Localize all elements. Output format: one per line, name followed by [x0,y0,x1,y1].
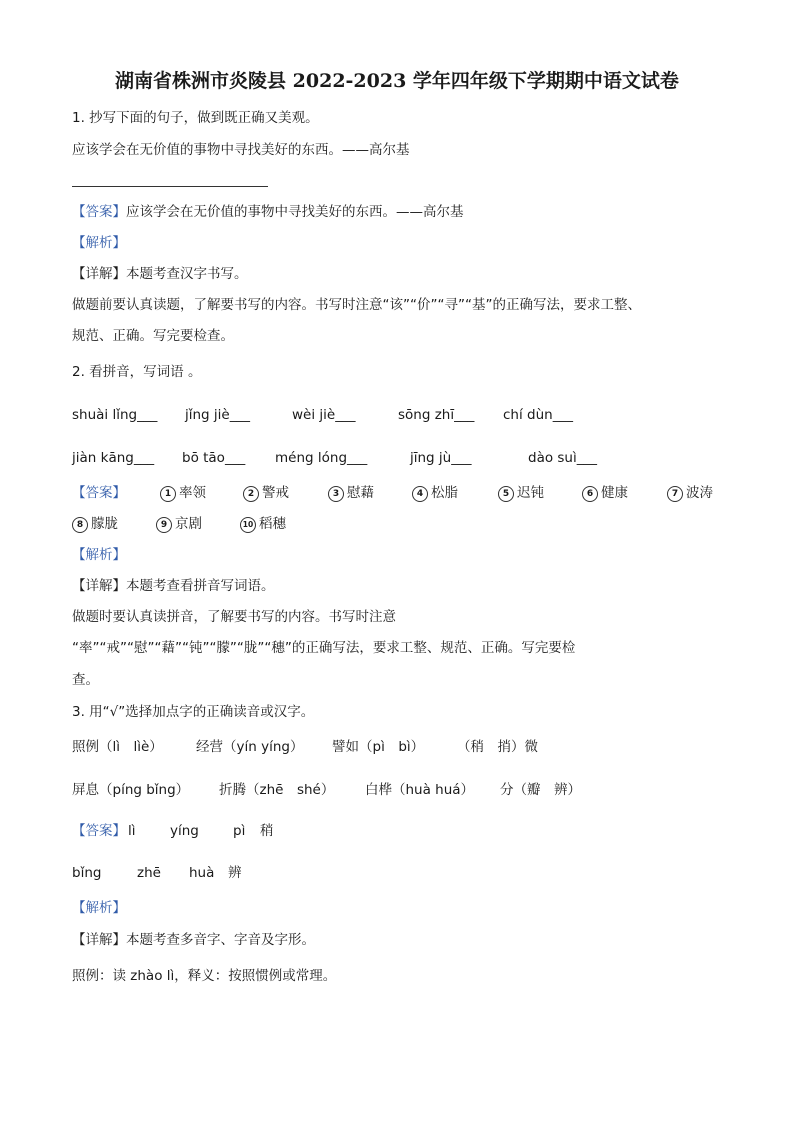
answer-word: 健康 [601,485,628,501]
page-title: 湖南省株洲市炎陵县 2022-2023 学年四年级下学期期中语文试卷 [115,70,679,92]
q3-option-item: 分（瓣 辨） [500,782,581,798]
q1-answer-line [72,186,268,187]
q3-analysis-tag: 【解析】 [72,900,126,916]
q3-option-item: 经营（yín yíng） [196,739,304,755]
q3-option-item: 白桦（huà huá） [365,782,475,798]
q2-answer-item [160,483,206,503]
circled-number: 10 [240,517,256,533]
q2-pinyin-item: sōng zhī___ [398,407,475,423]
q2-detail-line3: “率”“戒”“慰”“藉”“钝”“朦”“胧”“穗”的正确写法，要求工整、规范、正确。写完要检 [72,640,576,656]
q3-answer-item: 稍 [260,823,274,839]
q1-answer [72,202,464,222]
q2-answer-item [240,514,286,534]
answer-word: 慰藉 [347,485,374,501]
detail-tag: 【详解】 [72,266,126,282]
circled-number: 1 [160,486,176,502]
answer-word: 率领 [179,485,206,501]
q3-option-item: 照例（lì lìè） [72,739,163,755]
q2-answer-item [72,514,118,534]
answer-word: 迟钝 [517,485,544,501]
circled-number: 8 [72,517,88,533]
q3-detail-line2: 照例：读 zhào lì，释义：按照惯例或常理。 [72,968,337,984]
q3-option-item: 折腾（zhē shé） [219,782,335,798]
answer-word: 警戒 [262,485,289,501]
answer-word: 松脂 [431,485,458,501]
q2-answer-item [328,483,374,503]
q3-answer-item: bǐng [72,865,102,881]
q2-pinyin-item: jīng jù___ [410,450,472,466]
q2-answer-item [582,483,628,503]
q3-answer-item: huà [189,865,215,881]
detail-tag: 【详解】 [72,932,126,948]
q3-stem: 3. 用“√”选择加点字的正确读音或汉字。 [72,704,315,720]
answer-word: 朦胧 [91,516,118,532]
q2-answer-item [412,483,458,503]
q2-pinyin-item: dào suì___ [528,450,597,466]
q3-option-item: （稍 捎）微 [457,739,538,755]
q3-answer-tag: 【答案】 [72,823,126,839]
answer-tag: 【答案】 [72,204,126,220]
q1-detail [72,264,248,284]
q2-answer-item [498,483,544,503]
circled-number: 5 [498,486,514,502]
q2-analysis-tag: 【解析】 [72,547,126,563]
q2-answer-item [156,514,202,534]
answer-word: 波涛 [686,485,713,501]
circled-number: 2 [243,486,259,502]
answer-word: 稻穗 [259,516,286,532]
q1-analysis-tag: 【解析】 [72,235,126,251]
q1-stem: 1. 抄写下面的句子，做到既正确又美观。 [72,110,319,126]
q2-detail-text: 本题考查看拼音写词语。 [126,578,275,594]
q2-answer-tag: 【答案】 [72,485,126,501]
q2-pinyin-item: jǐng jiè___ [185,407,250,423]
q2-detail-line2: 做题时要认真读拼音，了解要书写的内容。书写时注意 [72,609,396,625]
q3-answer-item: zhē [137,865,161,881]
q3-option-item: 譬如（pì bì） [332,739,425,755]
q2-pinyin-item: bō tāo___ [182,450,246,466]
q3-option-item: 屏息（píng bǐng） [72,782,190,798]
q1-detail-text: 本题考查汉字书写。 [126,266,248,282]
circled-number: 9 [156,517,172,533]
answer-word: 京剧 [175,516,202,532]
q3-detail-text: 本题考查多音字、字音及字形。 [126,932,315,948]
circled-number: 3 [328,486,344,502]
q2-detail [72,576,275,596]
detail-tag: 【详解】 [72,578,126,594]
q2-pinyin-item: jiàn kāng___ [72,450,155,466]
q2-stem: 2. 看拼音，写词语 。 [72,364,202,380]
q2-pinyin-item: chí dùn___ [503,407,573,423]
q3-answer-item: lì [128,823,136,839]
q2-pinyin-item: méng lóng___ [275,450,368,466]
q2-answer-item [243,483,289,503]
q1-sentence: 应该学会在无价值的事物中寻找美好的东西。——高尔基 [72,142,410,158]
q3-detail [72,930,315,950]
q1-answer-text: 应该学会在无价值的事物中寻找美好的东西。——高尔基 [126,204,464,220]
q2-answer-item [667,483,713,503]
q2-pinyin-item: wèi jiè___ [292,407,356,423]
q1-detail-line2: 做题前要认真读题，了解要书写的内容。书写时注意“该”“价”“寻”“基”的正确写法，要求工整、 [72,297,641,313]
circled-number: 7 [667,486,683,502]
circled-number: 6 [582,486,598,502]
q2-pinyin-item: shuài lǐng___ [72,407,158,423]
circled-number: 4 [412,486,428,502]
q2-detail-line4: 查。 [72,672,99,688]
q3-answer-item: pì [233,823,246,839]
q3-answer-item: yíng [170,823,199,839]
q3-answer-item: 辨 [228,865,242,881]
q1-detail-line3: 规范、正确。写完要检查。 [72,328,234,344]
